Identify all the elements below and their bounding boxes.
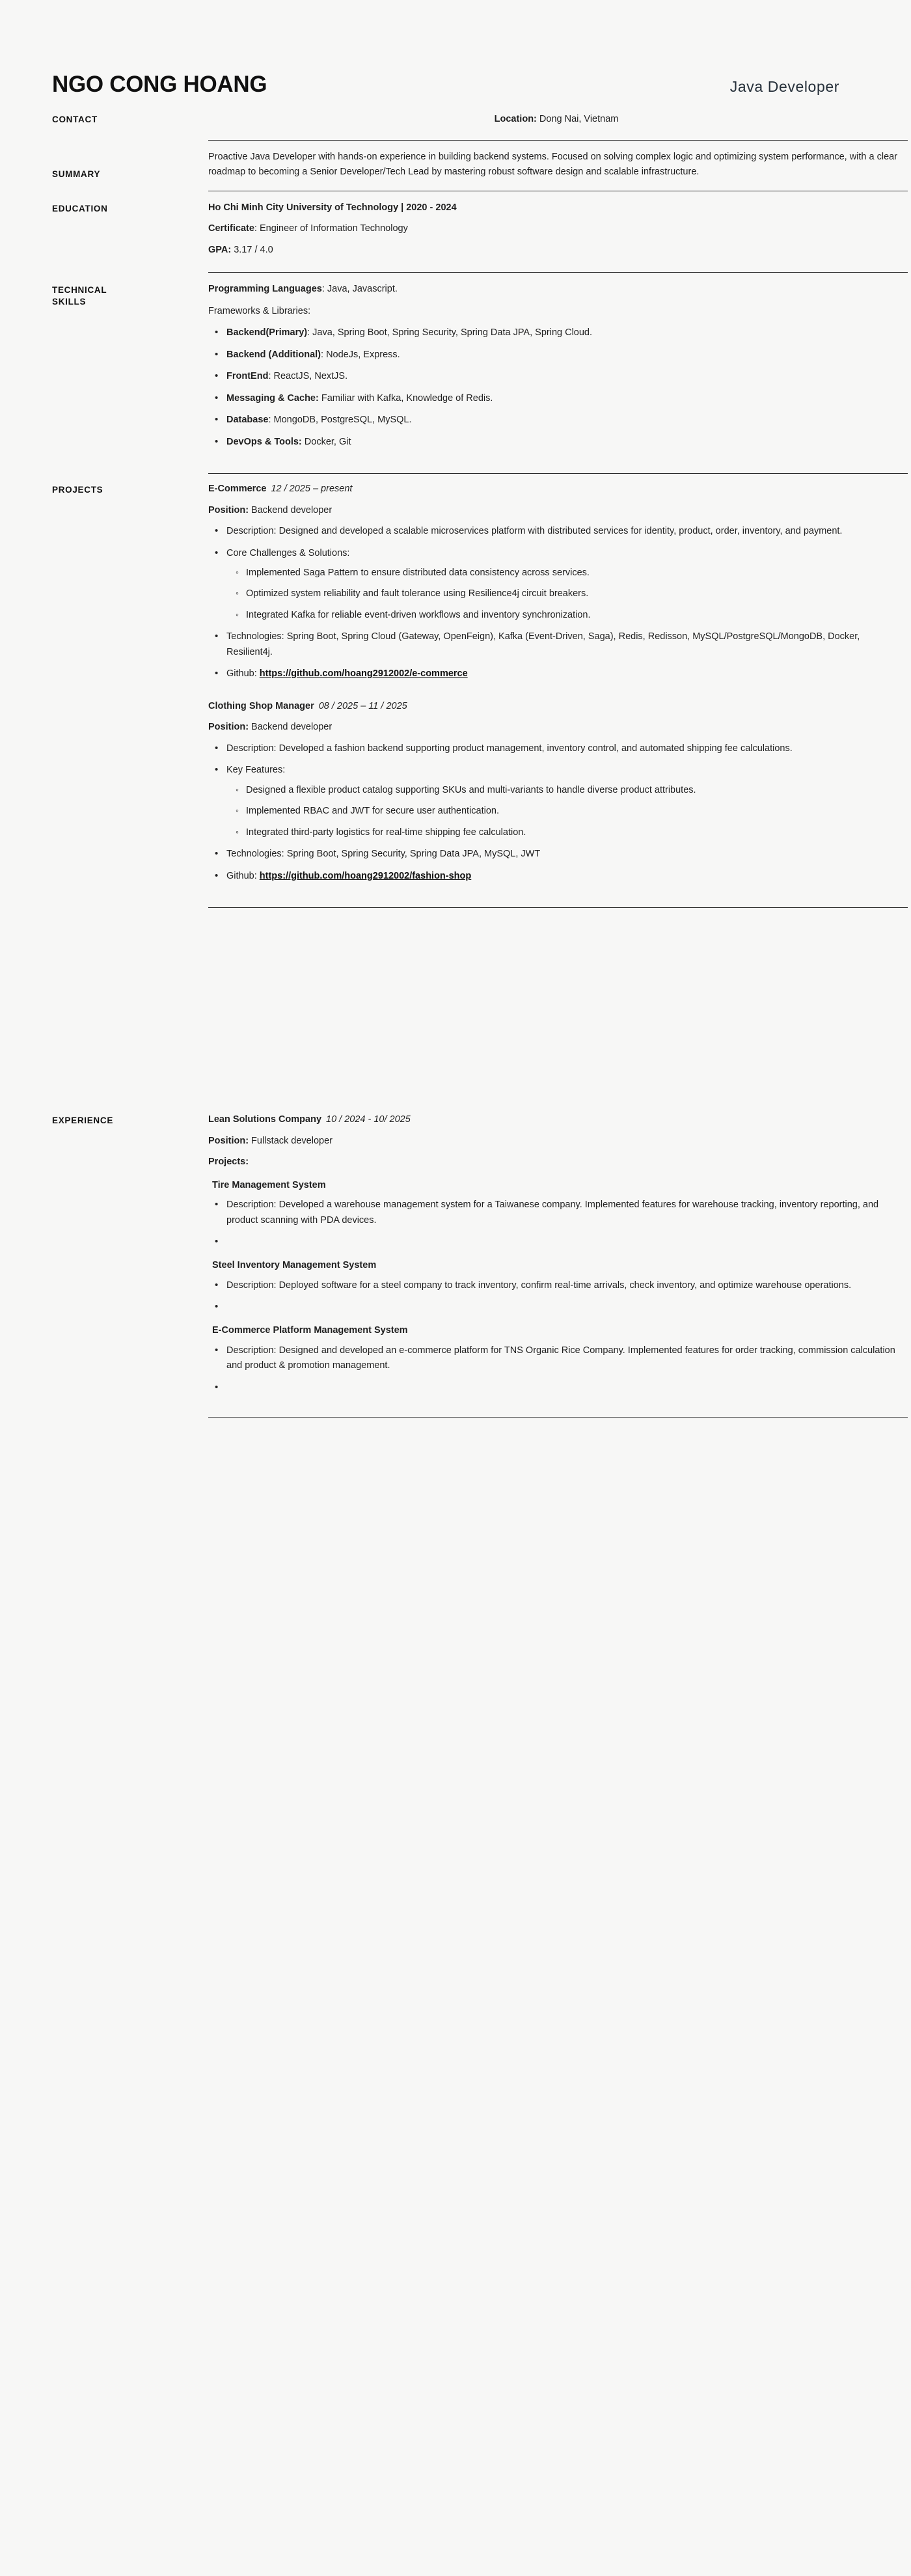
- project-bullets: [208, 741, 908, 884]
- experience-company: Lean Solutions Company: [208, 1114, 322, 1125]
- section-label-contact: CONTACT: [52, 115, 98, 124]
- list-item: ◦ Integrated Kafka for reliable event-driven workflows and inventory synchronization.: [246, 608, 908, 623]
- section-contact: [0, 113, 911, 127]
- experience-project-name: Steel Inventory Management System: [212, 1260, 377, 1271]
- project-name: Clothing Shop Manager: [208, 700, 314, 711]
- list-item: • Description: Developed a warehouse management system for a Taiwanese company. Implemented features for warehouse tracking, inventory reporting, and product scanning with PDA devices.: [224, 1198, 908, 1228]
- list-item: [224, 869, 908, 884]
- section-label-skills: [52, 273, 208, 308]
- experience-project-item: [208, 1323, 908, 1393]
- project-position-label: Position:: [208, 722, 249, 733]
- skills-programming-line: [208, 282, 908, 297]
- skills-block: [208, 273, 908, 473]
- experience-position-label: Position:: [208, 1135, 249, 1146]
- project-subbullets: [226, 783, 908, 840]
- experience-position: [208, 1134, 908, 1149]
- skill-value: : Java, Spring Boot, Spring Security, Spring Data JPA, Spring Cloud.: [307, 327, 593, 338]
- list-item: [224, 546, 908, 623]
- skill-value: : MongoDB, PostgreSQL, MySQL.: [268, 415, 412, 426]
- summary-body: [208, 140, 908, 191]
- list-item: [224, 369, 908, 384]
- list-item: [224, 435, 908, 450]
- education-school: Ho Chi Minh City University of Technology: [208, 202, 399, 213]
- github-label: Github:: [226, 870, 260, 881]
- experience-project-item: [208, 1178, 908, 1248]
- skill-value: : NodeJs, Express.: [321, 349, 400, 360]
- project-subbullets: [226, 566, 908, 623]
- experience-project-name: Tire Management System: [212, 1179, 326, 1190]
- skill-label: Backend (Additional): [226, 349, 321, 360]
- divider-above-summary: [208, 140, 908, 141]
- experience-position-value: Fullstack developer: [249, 1135, 333, 1146]
- education-body: [208, 191, 908, 273]
- list-item: • Description: Developed a fashion backend supporting product management, inventory control, and automated shipping fee calculations.: [224, 741, 908, 756]
- github-link[interactable]: https://github.com/hoang2912002/e-commerce: [259, 668, 468, 679]
- location-value: Dong Nai, Vietnam: [536, 114, 619, 124]
- skills-list: [208, 325, 908, 450]
- section-summary: [0, 140, 911, 191]
- skill-label: Messaging & Cache:: [226, 392, 319, 404]
- job-title: Java Developer: [729, 78, 839, 95]
- project-item: [208, 699, 908, 884]
- list-item-empty: [224, 1235, 908, 1248]
- list-item: • Technologies: Spring Boot, Spring Security, Spring Data JPA, MySQL, JWT: [224, 847, 908, 862]
- page-title: NGO CONG HOANG: [52, 72, 267, 97]
- list-item: [224, 391, 908, 406]
- experience-project-name: E-Commerce Platform Management System: [212, 1325, 408, 1336]
- project-head: [208, 482, 908, 497]
- list-item: [224, 325, 908, 340]
- list-item: ◦ Implemented Saga Pattern to ensure distributed data consistency across services.: [246, 566, 908, 581]
- section-label-education: EDUCATION: [52, 203, 108, 213]
- github-link[interactable]: https://github.com/hoang2912002/fashion-shop: [259, 870, 472, 881]
- section-education: [0, 191, 911, 273]
- list-item: • Description: Deployed software for a steel company to track inventory, confirm real-time arrivals, check inventory, and optimize warehouse operations.: [224, 1278, 908, 1293]
- project-position-label: Position:: [208, 504, 249, 515]
- list-item: ◦ Integrated third-party logistics for real-time shipping fee calculation.: [246, 825, 908, 840]
- location-label: Location:: [494, 114, 537, 124]
- skill-value: : ReactJS, NextJS.: [268, 371, 348, 382]
- experience-projects-label: Projects:: [208, 1157, 249, 1168]
- education-gpa-value: 3.17 / 4.0: [231, 244, 273, 255]
- project-name: E-Commerce: [208, 484, 267, 495]
- project-item: [208, 482, 908, 682]
- section-label-experience: EXPERIENCE: [52, 1116, 114, 1126]
- skills-programming-value: : Java, Javascript.: [321, 284, 398, 295]
- project-dates: 08 / 2025 – 11 / 2025: [318, 700, 407, 711]
- education-certificate-label: Certificate: [208, 223, 254, 234]
- section-label-skills-line1: TECHNICAL: [52, 285, 107, 295]
- experience-dates: 10 / 2024 - 10/ 2025: [326, 1114, 411, 1125]
- education-block: [208, 191, 908, 272]
- list-item-empty: [224, 1380, 908, 1393]
- experience-body: [208, 1103, 908, 1417]
- education-years: 2020 - 2024: [406, 202, 457, 213]
- project-subsection-label: Key Features:: [226, 765, 286, 776]
- education-certificate-value: : Engineer of Information Technology: [254, 223, 408, 234]
- projects-body: [208, 474, 908, 1103]
- project-head: [208, 699, 908, 714]
- project-position-value: Backend developer: [249, 504, 333, 515]
- list-item: ◦ Designed a flexible product catalog supporting SKUs and multi-variants to handle diverse product attributes.: [246, 783, 908, 798]
- list-item: ◦ Implemented RBAC and JWT for secure user authentication.: [246, 804, 908, 819]
- education-certificate-line: [208, 221, 908, 236]
- contact-body: [208, 113, 904, 127]
- skill-label: Database: [226, 415, 269, 426]
- experience-head: [208, 1112, 908, 1127]
- skills-programming-label: Programming Languages: [208, 284, 322, 295]
- github-label: Github:: [226, 668, 260, 679]
- section-label-summary: SUMMARY: [52, 169, 101, 179]
- list-item: [224, 413, 908, 428]
- experience-project-bullets: [208, 1343, 908, 1393]
- summary-text: Proactive Java Developer with hands-on experience in building backend systems. Focused on solving complex logic and optimizing system performance, with a clear roadmap to becoming a Senior Developer/Tech Lead by mastering robust software design and scalable infrastructure.: [208, 151, 898, 178]
- skill-label: FrontEnd: [226, 371, 269, 382]
- divider-below-experience: [208, 1417, 908, 1418]
- section-label-skills-line2: SKILLS: [52, 297, 87, 307]
- contact-location: [208, 113, 904, 127]
- education-school-line: [208, 200, 908, 215]
- page-break-gap: [208, 908, 908, 1103]
- experience-project-bullets: [208, 1198, 908, 1248]
- education-gpa-line: [208, 243, 908, 258]
- list-item: [224, 763, 908, 840]
- section-experience: [0, 1103, 911, 1417]
- project-bullets: [208, 524, 908, 682]
- list-item: • Description: Designed and developed a scalable microservices platform with distributed services for identity, product, order, inventory, and payment.: [224, 524, 908, 539]
- education-gpa-label: GPA:: [208, 244, 232, 255]
- skills-body: [208, 273, 908, 474]
- list-item: • Description: Designed and developed an e-commerce platform for TNS Organic Rice Company. Implemented features for order tracking, commission calculation and product & promotion management.: [224, 1343, 908, 1374]
- list-item: • Technologies: Spring Boot, Spring Cloud (Gateway, OpenFeign), Kafka (Event-Driven, Saga), Redis, Redisson, MySQL/PostgreSQL/MongoDB, Docker, Resilient4j.: [224, 629, 908, 660]
- skill-label: DevOps & Tools:: [226, 436, 302, 447]
- experience-project-bullets: [208, 1278, 908, 1313]
- projects-block: [208, 474, 908, 907]
- list-item: ◦ Optimized system reliability and fault tolerance using Resilience4j circuit breakers.: [246, 586, 908, 601]
- experience-block: [208, 1103, 908, 1416]
- list-item: [224, 666, 908, 681]
- section-label-projects: PROJECTS: [52, 485, 103, 495]
- experience-project-item: [208, 1258, 908, 1313]
- project-position: [208, 720, 908, 735]
- skill-value: Docker, Git: [301, 436, 351, 447]
- section-projects: [0, 474, 911, 1103]
- section-skills: [0, 273, 911, 474]
- project-dates: 12 / 2025 – present: [271, 484, 353, 495]
- list-item: [224, 348, 908, 363]
- project-position-value: Backend developer: [249, 722, 333, 733]
- list-item-empty: [224, 1300, 908, 1313]
- skills-frameworks-label: Frameworks & Libraries:: [208, 305, 311, 316]
- project-subsection-label: Core Challenges & Solutions:: [226, 547, 350, 558]
- education-separator: |: [401, 202, 404, 213]
- skill-value: Familiar with Kafka, Knowledge of Redis.: [318, 392, 493, 404]
- skill-label: Backend(Primary): [226, 327, 308, 338]
- resume-header: [0, 0, 911, 96]
- project-position: [208, 503, 908, 518]
